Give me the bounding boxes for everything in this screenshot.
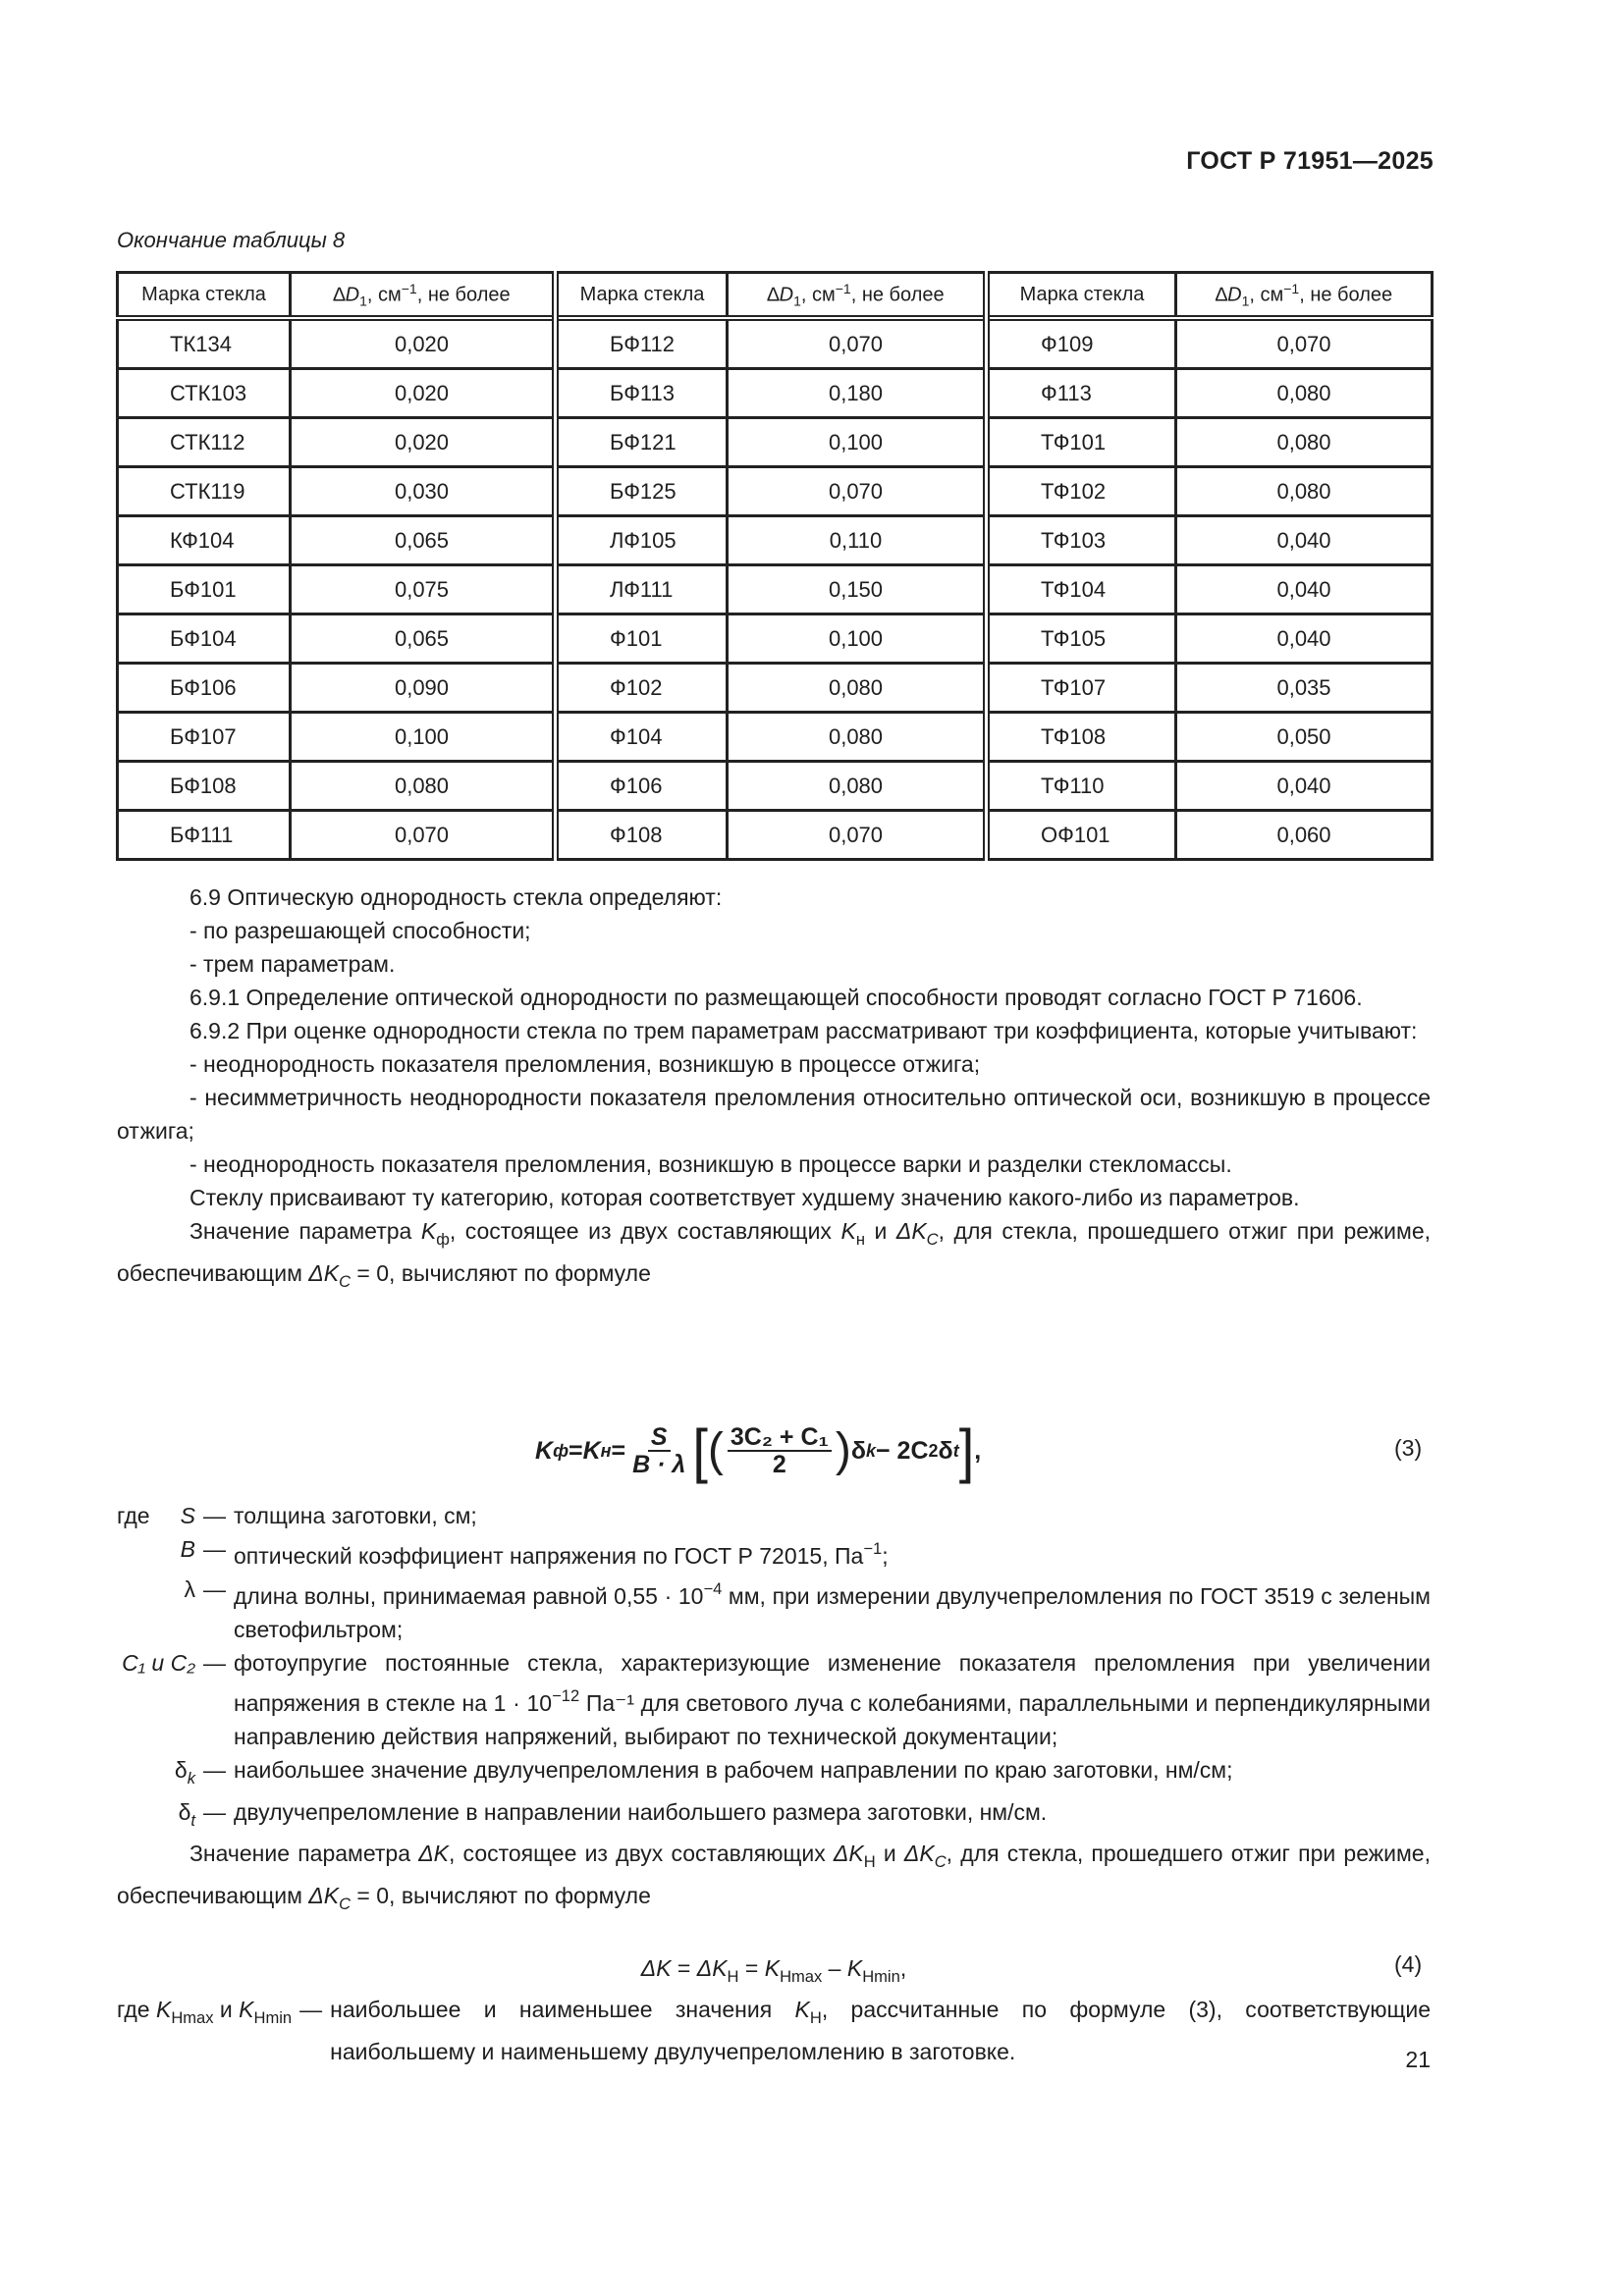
glass-grade-cell: КФ104 (118, 516, 291, 565)
table-row (118, 713, 1433, 762)
document-code: ГОСТ Р 71951—2025 (1186, 147, 1434, 175)
column-header-grade: Марка стекла (118, 273, 291, 319)
table-row (118, 318, 1433, 369)
table-caption: Окончание таблицы 8 (117, 228, 346, 252)
glass-grade-cell: БФ125 (556, 467, 728, 516)
delta-d1-cell: 0,080 (1176, 467, 1433, 516)
glass-grade-table (116, 271, 1434, 861)
glass-grade-cell: Ф102 (556, 664, 728, 713)
table-row (118, 614, 1433, 664)
definition-row: $\delta_t$ — двулучепреломление в направлении наибольшего размера заготовки, нм/см. (178, 1798, 1048, 1830)
paragraph-6-9-1: 6.9.1 Определение оптической однородности по размещающей способности проводят согласно ГОСТ Р 71606. (189, 985, 1363, 1010)
table-row (118, 369, 1433, 418)
glass-grade-cell: ТФ110 (987, 762, 1176, 811)
delta-d1-cell: 0,100 (291, 713, 556, 762)
list-item: - по разрешающей способности; (189, 918, 531, 943)
table-row (118, 811, 1433, 860)
delta-d1-cell: 0,040 (1176, 762, 1433, 811)
list-item: - несимметричность неоднородности показателя преломления относительно оптической оси, возникшую в процессе отжига; (117, 1085, 1431, 1144)
glass-grade-cell: ТФ102 (987, 467, 1176, 516)
formula-3-definitions (117, 1499, 1431, 1921)
column-header-delta-d1: $\Delta D_1$, $см^{-1}$, не более (291, 273, 556, 319)
delta-d1-cell: 0,080 (291, 762, 556, 811)
delta-d1-cell: 0,080 (728, 713, 987, 762)
delta-d1-cell: 0,100 (728, 418, 987, 467)
delta-d1-cell: 0,040 (1176, 516, 1433, 565)
paragraph-dk-intro: Значение параметра ΔK, состоящее из двух составляющих $\Delta K_Н$ и $\Delta K_C$, для стекла, прошедшего отжиг при режиме, обеспечивающим $\Delta K_C = 0$, вычисляют по формуле (117, 1841, 1431, 1913)
delta-d1-cell: 0,180 (728, 369, 987, 418)
definition-row: где S — толщина заготовки, см; (117, 1503, 477, 1528)
column-header-delta-d1: $\Delta D_1$, $см^{-1}$, не более (728, 273, 987, 319)
delta-d1-cell: 0,100 (728, 614, 987, 664)
column-header-grade: Марка стекла (987, 273, 1176, 319)
glass-grade-cell: БФ107 (118, 713, 291, 762)
page-number: 21 (1405, 2047, 1431, 2072)
glass-grade-cell: ТФ101 (987, 418, 1176, 467)
glass-grade-cell: Ф108 (556, 811, 728, 860)
glass-grade-cell: БФ112 (556, 318, 728, 369)
delta-d1-cell: 0,070 (291, 811, 556, 860)
glass-grade-cell: БФ111 (118, 811, 291, 860)
table-row (118, 418, 1433, 467)
glass-grade-cell: БФ121 (556, 418, 728, 467)
glass-grade-cell: ТФ105 (987, 614, 1176, 664)
glass-grade-cell: БФ113 (556, 369, 728, 418)
formula-4: $\Delta K = \Delta K_Н = K_{Hmax} - K_{Hmin}$, (640, 1955, 907, 1986)
delta-d1-cell: 0,080 (1176, 418, 1433, 467)
delta-d1-cell: 0,070 (1176, 318, 1433, 369)
glass-grade-cell: БФ101 (118, 565, 291, 614)
delta-d1-cell: 0,110 (728, 516, 987, 565)
formula-3: K ф = K н = $\frac{S}{B \cdot \lambda}$ [ ( $\frac{\text{3C₂ + C₁}}{2}$ ) δ k − 2C 2 δ t ] , (535, 1415, 982, 1485)
glass-grade-cell: СТК112 (118, 418, 291, 467)
column-header-grade: Марка стекла (556, 273, 728, 319)
glass-grade-cell: ЛФ105 (556, 516, 728, 565)
glass-grade-cell: Ф113 (987, 369, 1176, 418)
list-item: - трем параметрам. (189, 951, 396, 977)
table-row (118, 762, 1433, 811)
glass-grade-cell: Ф101 (556, 614, 728, 664)
definition-row: λ — длина волны, принимаемая равной $0,55 \cdot 10^{-4}$ мм, при измерении двулучепреломления по ГОСТ 3519 с зеленым светофильтром; (184, 1575, 1431, 1642)
paragraph-6-9-2: 6.9.2 При оценке однородности стекла по трем параметрам рассматривают три коэффициента, которые учитывают: (189, 1018, 1418, 1043)
definition-row: где $K_{Hmax}$ и $K_{Hmin}$ — наибольшее и наименьшее значения $K_H$, рассчитанные по формуле (3), соответствующие наибольшему и наименьшему двулучепреломлению в заготовке. (117, 1997, 1432, 2064)
glass-grade-cell: БФ108 (118, 762, 291, 811)
equation-number-3: (3) (1394, 1435, 1423, 1461)
glass-grade-cell: СТК119 (118, 467, 291, 516)
table-row (118, 664, 1433, 713)
delta-d1-cell: 0,090 (291, 664, 556, 713)
equation-number-4: (4) (1394, 1951, 1423, 1977)
delta-d1-cell: 0,050 (1176, 713, 1433, 762)
delta-d1-cell: 0,075 (291, 565, 556, 614)
delta-d1-cell: 0,070 (728, 467, 987, 516)
paragraph-6-9: 6.9 Оптическую однородность стекла определяют: (189, 884, 723, 910)
delta-d1-cell: 0,080 (728, 664, 987, 713)
delta-d1-cell: 0,070 (728, 318, 987, 369)
delta-d1-cell: 0,020 (291, 369, 556, 418)
delta-d1-cell: 0,040 (1176, 565, 1433, 614)
glass-grade-cell: ТФ103 (987, 516, 1176, 565)
definition-row: C₁ и C₂ — фотоупругие постоянные стекла, характеризующие изменение показателя преломления при увеличении напряжения в стекле на $1 \cdot 10^{-12}$ Па⁻¹ для светового луча с колебаниями, параллельными и перпендикулярными направлению действия напряжений, выбирают по технической документации; (122, 1649, 1431, 1749)
glass-grade-cell: Ф109 (987, 318, 1176, 369)
delta-d1-cell: 0,080 (1176, 369, 1433, 418)
glass-grade-cell: Ф106 (556, 762, 728, 811)
column-header-delta-d1: $\Delta D_1$, $см^{-1}$, не более (1176, 273, 1433, 319)
delta-d1-cell: 0,150 (728, 565, 987, 614)
formula-4-definitions (117, 1993, 1431, 2068)
definition-row: $\delta_k$ — наибольшее значение двулучепреломления в рабочем направлении по краю заготовки, нм/см; (174, 1756, 1233, 1788)
delta-d1-cell: 0,065 (291, 614, 556, 664)
glass-grade-cell: СТК103 (118, 369, 291, 418)
table-row (118, 516, 1433, 565)
paragraph-category: Стеклу присваивают ту категорию, которая соответствует худшему значению какого-либо из параметров. (189, 1185, 1300, 1210)
glass-grade-cell: ТФ107 (987, 664, 1176, 713)
list-item: - неоднородность показателя преломления, возникшую в процессе отжига; (189, 1051, 981, 1077)
glass-grade-cell: БФ106 (118, 664, 291, 713)
definition-row: B — оптический коэффициент напряжения по ГОСТ Р 72015, $Па^{-1}$; (180, 1536, 889, 1569)
glass-grade-cell: ОФ101 (987, 811, 1176, 860)
delta-d1-cell: 0,070 (728, 811, 987, 860)
glass-grade-cell: ТФ104 (987, 565, 1176, 614)
glass-grade-cell: ТФ108 (987, 713, 1176, 762)
delta-d1-cell: 0,060 (1176, 811, 1433, 860)
glass-grade-cell: ЛФ111 (556, 565, 728, 614)
delta-d1-cell: 0,065 (291, 516, 556, 565)
list-item: - неоднородность показателя преломления, возникшую в процессе варки и разделки стекломассы. (189, 1151, 1232, 1177)
table-row (118, 565, 1433, 614)
table-header-row (118, 273, 1433, 319)
delta-d1-cell: 0,035 (1176, 664, 1433, 713)
glass-grade-cell: ТК134 (118, 318, 291, 369)
delta-d1-cell: 0,080 (728, 762, 987, 811)
glass-grade-cell: БФ104 (118, 614, 291, 664)
table-row (118, 467, 1433, 516)
delta-d1-cell: 0,030 (291, 467, 556, 516)
delta-d1-cell: 0,020 (291, 418, 556, 467)
paragraph-kf-intro: Значение параметра $K_ф$, состоящее из двух составляющих $K_н$ и $\Delta K_C$, для стекла, прошедшего отжиг при режиме, обеспечивающим $\Delta K_C = 0$, вычисляют по формуле (117, 1218, 1431, 1291)
section-6-9 (117, 881, 1431, 1299)
delta-d1-cell: 0,040 (1176, 614, 1433, 664)
delta-d1-cell: 0,020 (291, 318, 556, 369)
glass-grade-cell: Ф104 (556, 713, 728, 762)
